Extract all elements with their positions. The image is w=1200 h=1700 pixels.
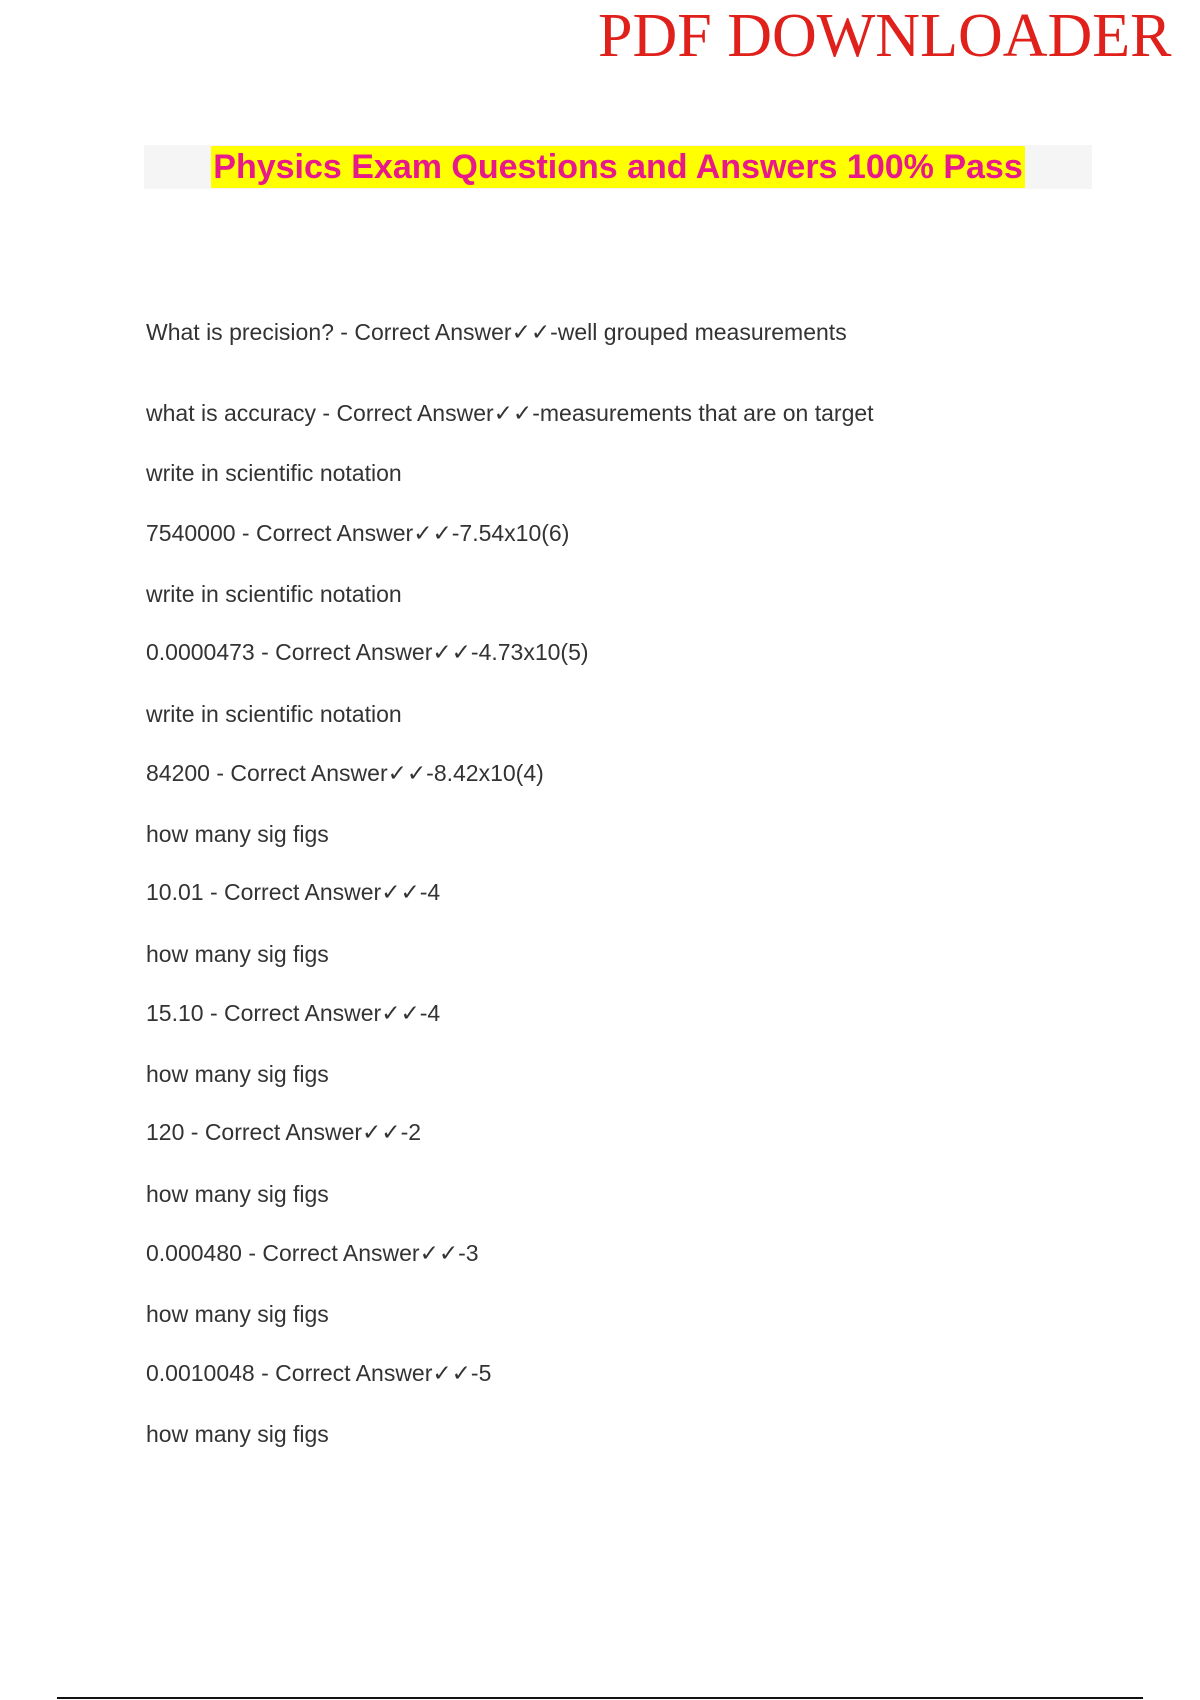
qa-line-answer: 0.0010048 - Correct Answer✓✓-5 <box>146 1360 492 1386</box>
qa-line-question: how many sig figs <box>146 941 329 967</box>
footer-divider <box>57 1697 1143 1699</box>
document-title: Physics Exam Questions and Answers 100% Pass <box>213 148 1023 186</box>
qa-line-question: how many sig figs <box>146 1181 329 1207</box>
pdf-downloader-watermark: PDF DOWNLOADER <box>598 2 1172 70</box>
qa-line-answer: 7540000 - Correct Answer✓✓-7.54x10(6) <box>146 520 570 546</box>
qa-line-answer: 10.01 - Correct Answer✓✓-4 <box>146 879 441 905</box>
document-title-band <box>144 145 1092 189</box>
qa-line-question: write in scientific notation <box>146 581 402 607</box>
qa-line-answer: 0.000480 - Correct Answer✓✓-3 <box>146 1240 479 1266</box>
qa-line-answer: 84200 - Correct Answer✓✓-8.42x10(4) <box>146 760 544 786</box>
qa-line-question: write in scientific notation <box>146 701 402 727</box>
qa-line-answer: 120 - Correct Answer✓✓-2 <box>146 1119 422 1145</box>
qa-line-question: how many sig figs <box>146 1061 329 1087</box>
qa-line-question: how many sig figs <box>146 821 329 847</box>
qa-line-precision: What is precision? - Correct Answer✓✓-well grouped measurements <box>146 319 847 345</box>
qa-line-answer: 0.0000473 - Correct Answer✓✓-4.73x10(5) <box>146 639 589 665</box>
qa-line-question: how many sig figs <box>146 1301 329 1327</box>
qa-line-question: how many sig figs <box>146 1421 329 1447</box>
qa-line-accuracy: what is accuracy - Correct Answer✓✓-measurements that are on target <box>146 400 874 426</box>
qa-line-question: write in scientific notation <box>146 460 402 486</box>
qa-line-answer: 15.10 - Correct Answer✓✓-4 <box>146 1000 441 1026</box>
